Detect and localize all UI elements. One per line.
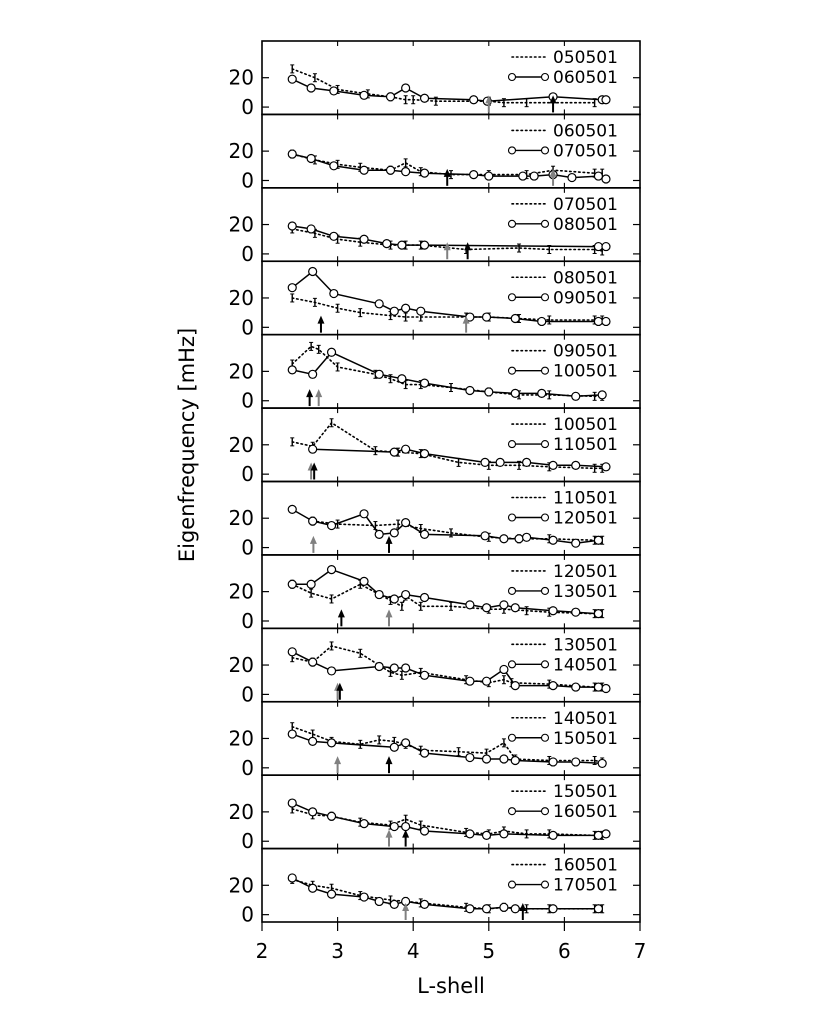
x-tick-label: 2	[255, 939, 269, 963]
solid-point	[402, 168, 410, 176]
y-tick-label: 0	[241, 315, 254, 340]
solid-point	[288, 799, 296, 807]
legend-dotted-label: 070501	[553, 194, 618, 215]
solid-point	[594, 831, 602, 839]
solid-point	[328, 566, 336, 574]
gray-arrow-head	[334, 756, 341, 764]
solid-point	[360, 820, 368, 828]
solid-point	[288, 75, 296, 83]
x-tick-label: 7	[633, 939, 647, 963]
y-tick-label: 20	[228, 139, 254, 164]
legend-solid-label: 080501	[553, 214, 618, 235]
black-arrow-head	[386, 756, 393, 764]
panel-2	[229, 114, 640, 192]
solid-point	[511, 905, 519, 913]
solid-point	[309, 884, 317, 892]
legend-dotted-label: 080501	[553, 268, 618, 289]
gray-arrow	[402, 903, 409, 920]
gray-arrow-head	[386, 609, 393, 617]
black-arrow-head	[306, 389, 313, 397]
solid-point	[328, 667, 336, 675]
solid-point	[483, 755, 491, 763]
solid-point	[309, 445, 317, 453]
solid-point	[383, 240, 391, 248]
gray-arrow	[386, 830, 393, 847]
legend-dotted-label: 140501	[553, 708, 618, 729]
black-arrow-head	[338, 609, 345, 617]
solid-point	[421, 827, 429, 835]
solid-point	[538, 317, 546, 325]
legend-dotted-label: 100501	[553, 415, 618, 436]
y-tick-label: 20	[228, 65, 254, 90]
x-tick-label: 5	[482, 939, 496, 963]
panel-9	[229, 628, 640, 706]
legend-solid-marker	[509, 734, 516, 741]
solid-point	[594, 317, 602, 325]
solid-point	[402, 304, 410, 312]
solid-point	[330, 162, 338, 170]
solid-point	[330, 87, 338, 95]
solid-point	[328, 812, 336, 820]
solid-point	[500, 830, 508, 838]
black-arrow	[402, 830, 409, 847]
panel-6	[229, 408, 640, 486]
panel-3	[229, 188, 640, 266]
solid-point	[421, 94, 429, 102]
x-axis	[256, 922, 647, 963]
legend-dotted-label: 060501	[553, 121, 618, 142]
solid-point	[421, 530, 429, 538]
black-arrow	[317, 316, 324, 333]
legend-solid-marker	[509, 514, 516, 521]
legend-solid-label: 130501	[553, 581, 618, 602]
solid-point	[421, 169, 429, 177]
black-arrow	[444, 169, 451, 186]
solid-point	[602, 463, 610, 471]
legend-solid-marker	[542, 881, 549, 888]
solid-point	[417, 307, 425, 315]
solid-point	[421, 241, 429, 249]
solid-point	[549, 607, 557, 615]
solid-point	[602, 243, 610, 251]
solid-point	[288, 648, 296, 656]
y-tick-label: 0	[241, 829, 254, 854]
solid-point	[598, 391, 606, 399]
solid-point	[360, 510, 368, 518]
solid-point	[466, 677, 474, 685]
solid-point	[598, 759, 606, 767]
y-tick-label: 0	[241, 902, 254, 927]
solid-point	[360, 235, 368, 243]
solid-point	[500, 665, 508, 673]
black-arrow	[338, 609, 345, 626]
solid-point	[328, 348, 336, 356]
solid-point	[402, 445, 410, 453]
solid-point	[360, 893, 368, 901]
black-arrow	[386, 756, 393, 773]
gray-arrow	[310, 536, 317, 553]
solid-point	[594, 610, 602, 618]
black-arrow-head	[444, 169, 451, 177]
y-tick-label: 20	[228, 212, 254, 237]
solid-point	[402, 84, 410, 92]
solid-point	[549, 461, 557, 469]
solid-point	[496, 458, 504, 466]
legend-solid-marker	[509, 587, 516, 594]
solid-point	[309, 737, 317, 745]
legend-solid-label: 160501	[553, 802, 618, 823]
solid-point	[288, 874, 296, 882]
y-tick-label: 0	[241, 168, 254, 193]
legend-solid-marker	[542, 74, 549, 81]
y-tick-label: 0	[241, 755, 254, 780]
legend-solid-marker	[542, 808, 549, 815]
solid-point	[330, 232, 338, 240]
legend-solid-label: 060501	[553, 68, 618, 88]
solid-point	[390, 900, 398, 908]
legend-dotted-label: 090501	[553, 341, 618, 362]
solid-point	[568, 174, 576, 182]
solid-point	[519, 172, 527, 180]
legend-solid-marker	[509, 220, 516, 227]
legend-solid-marker	[542, 587, 549, 594]
solid-point	[515, 535, 523, 543]
solid-point	[360, 166, 368, 174]
solid-point	[390, 307, 398, 315]
solid-point	[500, 535, 508, 543]
gray-arrow-head	[310, 536, 317, 544]
solid-point	[328, 890, 336, 898]
solid-point	[387, 93, 395, 101]
solid-point	[594, 243, 602, 251]
legend-solid-marker	[542, 147, 549, 154]
solid-point	[483, 604, 491, 612]
legend-solid-marker	[542, 220, 549, 227]
solid-point	[549, 905, 557, 913]
solid-point	[375, 591, 383, 599]
solid-point	[288, 730, 296, 738]
solid-point	[602, 685, 610, 693]
solid-point	[572, 608, 580, 616]
solid-point	[602, 830, 610, 838]
solid-point	[602, 96, 610, 104]
y-tick-label: 20	[228, 799, 254, 824]
solid-point	[288, 366, 296, 374]
legend-solid-marker	[542, 661, 549, 668]
solid-point	[572, 539, 580, 547]
solid-point	[485, 388, 493, 396]
legend-solid-marker	[509, 441, 516, 448]
panel-1	[229, 41, 640, 119]
legend-solid-marker	[509, 294, 516, 301]
panel-7	[229, 482, 640, 560]
legend-solid-marker	[542, 441, 549, 448]
legend-solid-label: 070501	[553, 141, 618, 162]
legend-solid-label: 100501	[553, 361, 618, 382]
y-tick-label: 0	[241, 241, 254, 266]
legend-solid-marker	[542, 294, 549, 301]
solid-point	[309, 517, 317, 525]
solid-point	[288, 150, 296, 158]
y-tick-label: 0	[241, 535, 254, 560]
legend-solid-marker	[509, 367, 516, 374]
solid-point	[549, 758, 557, 766]
legend-dotted-label: 120501	[553, 561, 618, 582]
solid-point	[523, 533, 531, 541]
solid-point	[481, 458, 489, 466]
solid-point	[390, 595, 398, 603]
y-tick-label: 20	[228, 359, 254, 384]
legend-solid-marker	[542, 367, 549, 374]
x-tick-label: 4	[406, 939, 420, 963]
solid-point	[309, 658, 317, 666]
solid-point	[390, 743, 398, 751]
solid-point	[483, 905, 491, 913]
solid-point	[572, 461, 580, 469]
solid-point	[466, 601, 474, 609]
solid-point	[390, 664, 398, 672]
solid-point	[390, 448, 398, 456]
legend-solid-marker	[509, 74, 516, 81]
legend-solid-label: 120501	[553, 508, 618, 529]
solid-point	[421, 450, 429, 458]
solid-point	[402, 664, 410, 672]
solid-point	[549, 831, 557, 839]
solid-point	[483, 677, 491, 685]
solid-point	[500, 903, 508, 911]
solid-point	[483, 831, 491, 839]
panel-12	[229, 849, 640, 927]
solid-point	[523, 458, 531, 466]
solid-point	[330, 290, 338, 298]
solid-point	[398, 241, 406, 249]
legend-dotted-label: 160501	[553, 855, 618, 876]
solid-point	[602, 317, 610, 325]
x-axis-label: L-shell	[417, 974, 485, 998]
gray-arrow	[334, 756, 341, 773]
y-tick-label: 20	[228, 653, 254, 678]
solid-point	[481, 532, 489, 540]
solid-point	[466, 905, 474, 913]
solid-point	[421, 900, 429, 908]
legend-dotted-label: 150501	[553, 782, 618, 803]
solid-point	[421, 379, 429, 387]
solid-point	[500, 755, 508, 763]
legend-dotted-label: 110501	[553, 488, 618, 509]
panels-group	[229, 41, 640, 927]
black-arrow-head	[519, 903, 526, 911]
legend-solid-label: 140501	[553, 655, 618, 676]
legend-solid-label: 150501	[553, 728, 618, 749]
solid-point	[549, 682, 557, 690]
black-arrow-head	[386, 536, 393, 544]
y-tick-label: 0	[241, 462, 254, 487]
solid-point	[466, 754, 474, 762]
legend-solid-marker	[509, 808, 516, 815]
legend-dotted-label: 050501	[553, 48, 618, 68]
solid-point	[288, 580, 296, 588]
legend-solid-label: 110501	[553, 435, 618, 456]
solid-point	[594, 172, 602, 180]
gray-arrow-head	[386, 830, 393, 838]
solid-point	[288, 284, 296, 292]
gray-arrow-head	[444, 242, 451, 250]
solid-point	[309, 370, 317, 378]
solid-point	[288, 222, 296, 230]
gray-arrow-head	[315, 389, 322, 397]
solid-point	[470, 96, 478, 104]
solid-point	[549, 536, 557, 544]
black-arrow	[519, 903, 526, 920]
solid-point	[375, 663, 383, 671]
gray-arrow	[315, 389, 322, 406]
solid-point	[328, 522, 336, 530]
legend-solid-marker	[509, 147, 516, 154]
y-tick-label: 20	[228, 579, 254, 604]
black-arrow-head	[402, 830, 409, 838]
panel-8	[229, 555, 640, 633]
solid-point	[307, 154, 315, 162]
y-tick-label: 0	[241, 95, 254, 120]
black-arrow	[386, 536, 393, 553]
solid-point	[387, 166, 395, 174]
solid-point	[288, 505, 296, 513]
solid-point	[572, 758, 580, 766]
y-tick-label: 20	[228, 432, 254, 457]
legend-solid-marker	[542, 734, 549, 741]
panel-10	[229, 702, 640, 780]
y-axis-label: Eigenfrequency [mHz]	[175, 327, 199, 563]
solid-point	[360, 577, 368, 585]
y-tick-label: 20	[228, 285, 254, 310]
solid-point	[594, 905, 602, 913]
solid-point	[466, 830, 474, 838]
gray-arrow	[386, 609, 393, 626]
black-arrow-head	[317, 316, 324, 324]
solid-point	[402, 739, 410, 747]
solid-point	[307, 225, 315, 233]
solid-point	[511, 315, 519, 323]
solid-point	[500, 601, 508, 609]
y-tick-label: 20	[228, 726, 254, 751]
y-tick-label: 20	[228, 506, 254, 531]
solid-point	[538, 389, 546, 397]
solid-point	[421, 671, 429, 679]
solid-point	[375, 897, 383, 905]
legend-solid-label: 090501	[553, 288, 618, 309]
legend-solid-marker	[509, 881, 516, 888]
panel-11	[229, 775, 640, 853]
solid-point	[307, 84, 315, 92]
solid-point	[402, 519, 410, 527]
solid-point	[594, 683, 602, 691]
black-arrow	[306, 389, 313, 406]
panel-5	[229, 335, 640, 413]
solid-point	[390, 529, 398, 537]
y-tick-label: 0	[241, 608, 254, 633]
y-tick-label: 0	[241, 682, 254, 707]
solid-point	[328, 739, 336, 747]
solid-point	[466, 386, 474, 394]
solid-point	[572, 683, 580, 691]
panel-4	[229, 261, 640, 339]
solid-point	[402, 823, 410, 831]
solid-point	[398, 375, 406, 383]
solid-point	[309, 808, 317, 816]
solid-point	[511, 756, 519, 764]
legend-solid-marker	[509, 661, 516, 668]
solid-point	[375, 370, 383, 378]
solid-point	[511, 389, 519, 397]
solid-point	[530, 172, 538, 180]
solid-point	[307, 580, 315, 588]
solid-point	[470, 171, 478, 179]
solid-point	[511, 682, 519, 690]
solid-point	[309, 268, 317, 276]
solid-point	[602, 175, 610, 183]
legend-solid-marker	[542, 514, 549, 521]
x-tick-label: 3	[331, 939, 344, 963]
solid-point	[421, 593, 429, 601]
solid-point	[421, 749, 429, 757]
solid-point	[594, 536, 602, 544]
solid-point	[511, 604, 519, 612]
solid-point	[360, 91, 368, 99]
solid-point	[390, 823, 398, 831]
legend-solid-label: 170501	[553, 875, 618, 896]
solid-point	[485, 172, 493, 180]
solid-point	[375, 300, 383, 308]
solid-point	[483, 313, 491, 321]
black-arrow-head	[464, 242, 471, 250]
y-tick-label: 20	[228, 873, 254, 898]
legend-dotted-label: 130501	[553, 635, 618, 656]
solid-point	[402, 591, 410, 599]
solid-point	[375, 530, 383, 538]
y-tick-label: 0	[241, 388, 254, 413]
solid-point	[572, 392, 580, 400]
x-tick-label: 6	[558, 939, 571, 963]
